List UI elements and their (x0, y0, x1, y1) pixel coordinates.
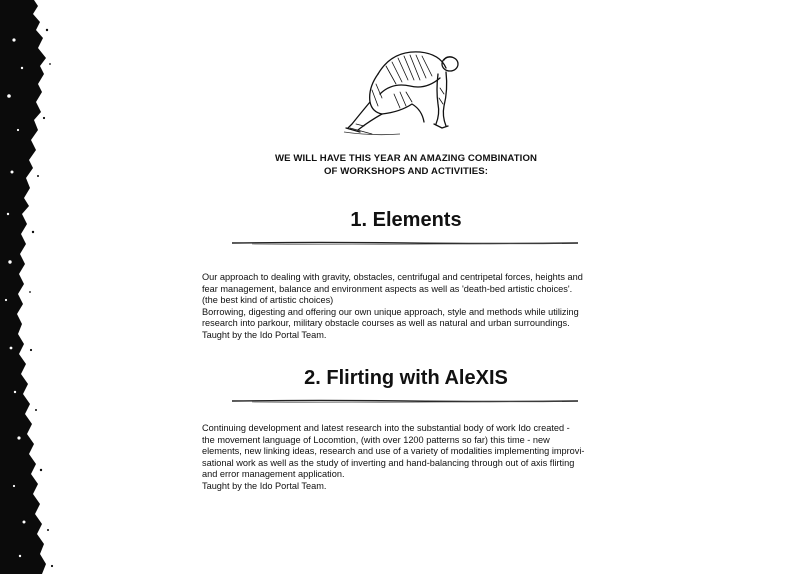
body-line: research into parkour, military obstacle courses as well as natural and urban surroundings. (202, 318, 570, 329)
intro-line-2: OF WORKSHOPS AND ACTIVITIES: (323, 166, 489, 177)
brush-stroke-edge (0, 0, 60, 574)
body-line: Taught by the Ido Portal Team. (202, 480, 327, 491)
body-line: the movement language of Locomtion, (with over 1200 patterns so far) this time - new (202, 434, 550, 445)
section-divider (232, 398, 578, 404)
section-body-elements (202, 272, 610, 342)
crouching-figure-sketch (342, 44, 468, 136)
body-line: Borrowing, digesting and offering our own unique approach, style and methods while utilizing (202, 306, 579, 317)
body-line: Continuing development and latest research into the substantial body of work Ido created - (202, 423, 570, 433)
intro-heading (200, 152, 612, 178)
body-line: and error management application. (202, 469, 345, 480)
intro-line-1: WE WILL HAVE THIS YEAR AN AMAZING COMBINATION (274, 153, 538, 164)
section-title-flirting: 2. Flirting with AleXIS (304, 367, 508, 389)
section-title-elements: 1. Elements (350, 209, 462, 231)
section-divider (232, 240, 578, 246)
body-line: elements, new linking ideas, research and use of a variety of modalities implementing improvi- (202, 446, 585, 457)
body-line: (the best kind of artistic choices) (202, 295, 334, 306)
body-line: sational work as well as the study of inverting and hand-balancing through out of axis flirting (202, 457, 575, 468)
body-line: Taught by the Ido Portal Team. (202, 329, 327, 340)
body-line: fear management, balance and environment aspects as well as 'death-bed artistic choices'. (202, 283, 573, 294)
section-body-flirting (202, 423, 610, 493)
body-line: Our approach to dealing with gravity, obstacles, centrifugal and centripetal forces, heights and (202, 272, 583, 282)
